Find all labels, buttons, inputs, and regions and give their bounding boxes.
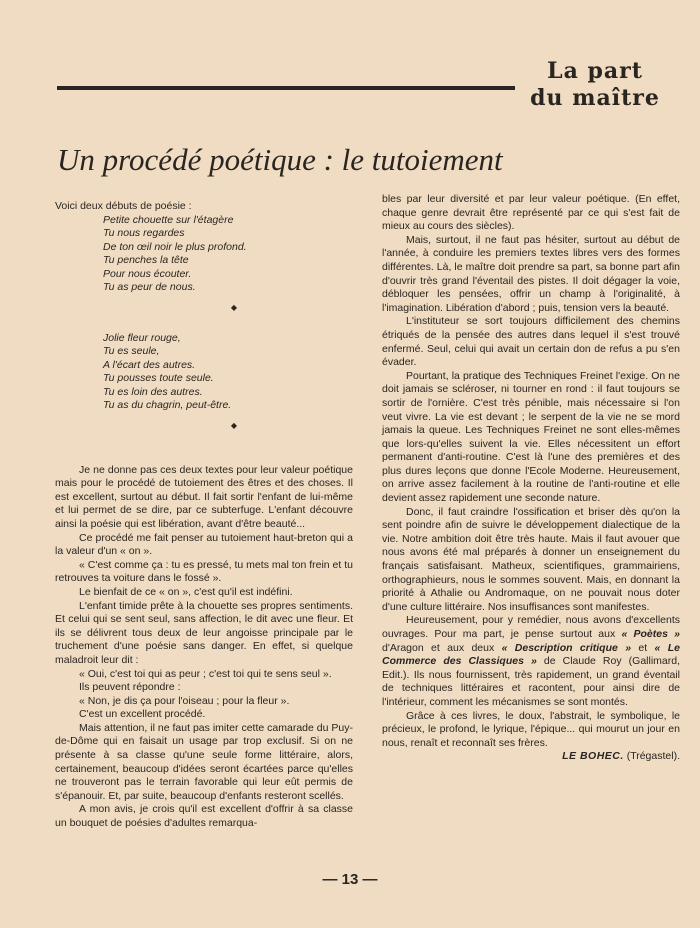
text-run: d'Aragon et aux deux <box>382 641 495 654</box>
right-column <box>382 193 680 764</box>
diamond-separator: ◆ <box>230 420 238 430</box>
section-title-line-1: La part <box>547 58 643 84</box>
left-column <box>55 200 353 831</box>
poem-line: Tu penches la tête <box>103 254 189 267</box>
poem-line: De ton œil noir le plus profond. <box>103 240 247 253</box>
poem-line: Jolie fleur rouge, <box>103 331 181 344</box>
paragraph: Pourtant, la pratique des Techniques Freinet l'exige. On ne doit jamais se scléroser, ni tourner en rond : il faut toujours se sortir de l'ornière. C'est très pénible, mais nécessaire si l'on veut vivre. La vie est devant ; le serpent de la vie ne se mord jamais la queue. Les Techniques Freinet ne sont elles-mêmes que lors-qu'elles suivent la vie. Elles nécessitent un effort permanent d'anti-routine. C'est là l'une des premières et des plus dures leçons que donne l'Ecole Moderne. Heureusement, on arrive assez facilement à la routine de l'anti-routine et elle devient assez rapidement une seconde nature. <box>382 369 680 505</box>
paragraph: Le bienfait de ce « on », c'est qu'il est indéfini. <box>79 585 293 598</box>
poem-line: Pour nous écouter. <box>103 267 192 280</box>
paragraph: Je ne donne pas ces deux textes pour leur valeur poétique mais pour le procédé de tutoiement des êtres et des choses. Il est excellent, surtout au début. Il fait sortir l'enfant de lui-même et lui permet de se dire, par ce subterfuge. L'enfant découvre ainsi la poésie qui est libération, avant d'être beauté... <box>55 463 353 530</box>
paragraph: Grâce à ces livres, le doux, l'abstrait, le symbolique, le précieux, le profond, le lyrique, l'épique... qui mourut un jour en nous, renaît et reconnaît ses frères. <box>382 709 680 749</box>
paragraph: « Non, je dis ça pour l'oiseau ; pour la fleur ». <box>79 694 290 707</box>
diamond-separator: ◆ <box>230 302 238 312</box>
paragraph: L'enfant timide prête à la chouette ses propres sentiments. Et celui qui se sent seul, sans affection, le dit avec une fleur. Et ils se délivrent tous deux de leur angoisse principale par le truchement d'une poésie sans danger. En effet, si quelque maladroit leur dit : <box>55 599 353 666</box>
paragraph: A mon avis, je crois qu'il est excellent d'offrir à sa classe un bouquet de poésies d'adultes remarqua- <box>55 803 353 830</box>
paragraph: Donc, il faut craindre l'ossification et briser dès qu'on la sent poindre afin de suivre le développement dialectique de la vie. Notre ambition doit être très haute. Mais il faut avouer que nous avons été mal préparés à donner un enseignement du français satisfaisant. Matheux, scientifiques, grammairiens, orthographieurs, nous le sommes souvent. Mais, en donnant la priorité à Athalie ou Andromaque, on ne pouvait nous doter d'une culture littéraire. Nos insuffisances sont manifestes. <box>382 505 680 613</box>
paragraph: C'est un excellent procédé. <box>79 708 206 721</box>
paragraph-references <box>382 614 680 709</box>
article-title: Un procédé poétique : le tutoiement <box>57 142 503 177</box>
paragraph: Ils peuvent répondre : <box>79 681 181 694</box>
poem-line: Tu es seule, <box>103 345 160 358</box>
header-rule <box>57 86 515 90</box>
paragraph: Mais, surtout, il ne faut pas hésiter, surtout au début de l'année, à conduire les premiers textes libres vers des formes différentes. Là, le maître doit prendre sa part, sa bonne part afin d'ouvrir très grand l'éventail des pistes. Il doit dégager la voie, débloquer les pensées, offrir un champ à l'originalité, à l'imagination. Libération d'abord ; puis, tension vers la beauté. <box>382 233 680 314</box>
book-title-commerce-classiques: « Le Commerce des Classiques » <box>382 641 680 668</box>
paragraph: Ce procédé me fait penser au tutoiement haut-breton qui a la valeur d'un « on ». <box>55 531 353 558</box>
page-number: — 13 — <box>322 871 378 888</box>
paragraph: « C'est comme ça : tu es pressé, tu mets mal ton frein et tu retrouves ta voiture dans le fossé ». <box>55 558 353 585</box>
poem-line: Petite chouette sur l'étagère <box>103 213 234 226</box>
text-run: de Claude Roy (Gallimard, Edit.). Ils nous fournissent, très rapidement, un grand éventail de techniques littéraires et racontent, pour ainsi dire de l'intérieur, comment les mécanismes se sont montés. <box>382 655 681 708</box>
poem-line: A l'écart des autres. <box>103 358 196 371</box>
poem-line: Tu pousses toute seule. <box>103 372 214 385</box>
poem-fleur <box>103 332 353 413</box>
poem-intro: Voici deux débuts de poésie : <box>55 200 192 212</box>
poem-line: Tu as peur de nous. <box>103 281 196 294</box>
text-run: et <box>638 641 648 654</box>
author-place: (Trégastel). <box>626 750 680 763</box>
section-title <box>520 58 670 112</box>
paragraph: L'instituteur se sort toujours difficilement des chemins étriqués de la pensée des autres dans lequel il s'est trouvé enfermé. Seul, celui qui avait un certain don de refus a pu s'en évader. <box>382 315 680 369</box>
paragraph: bles par leur diversité et par leur valeur poétique. (En effet, chaque genre devrait être représenté par ce qui s'est fait de mieux au cours des siècles). <box>382 193 680 233</box>
book-title-description-critique: « Description critique » <box>501 641 632 654</box>
poem-line: Tu es loin des autres. <box>103 385 203 398</box>
signature <box>382 750 680 764</box>
paragraph: « Oui, c'est toi qui as peur ; c'est toi qui te sens seul ». <box>79 667 332 680</box>
book-title-poetes: « Poètes » <box>621 628 680 640</box>
paragraph: Mais attention, il ne faut pas imiter cette camarade du Puy-de-Dôme qui en faisait un usage par trop exclusif. Si on ne présente à sa classe qu'une seule forme littéraire, alors, certainement, beaucoup d'idées seront écartées parce qu'elles ne trouveront pas le terrain favorable qui leur eût permis de s'épanouir. Et, par suite, beaucoup d'enfants resteront scellés. <box>55 721 353 802</box>
section-title-line-2: du maître <box>530 85 660 111</box>
poem-chouette <box>103 214 353 295</box>
text-run: Heureusement, pour y remédier, nous avons d'excellents ouvrages. Pour ma part, je pense surtout aux <box>382 614 680 640</box>
poem-line: Tu as du chagrin, peut-être. <box>103 399 232 412</box>
author-name: LE BOHEC. <box>562 750 624 763</box>
poem-line: Tu nous regardes <box>103 227 185 240</box>
